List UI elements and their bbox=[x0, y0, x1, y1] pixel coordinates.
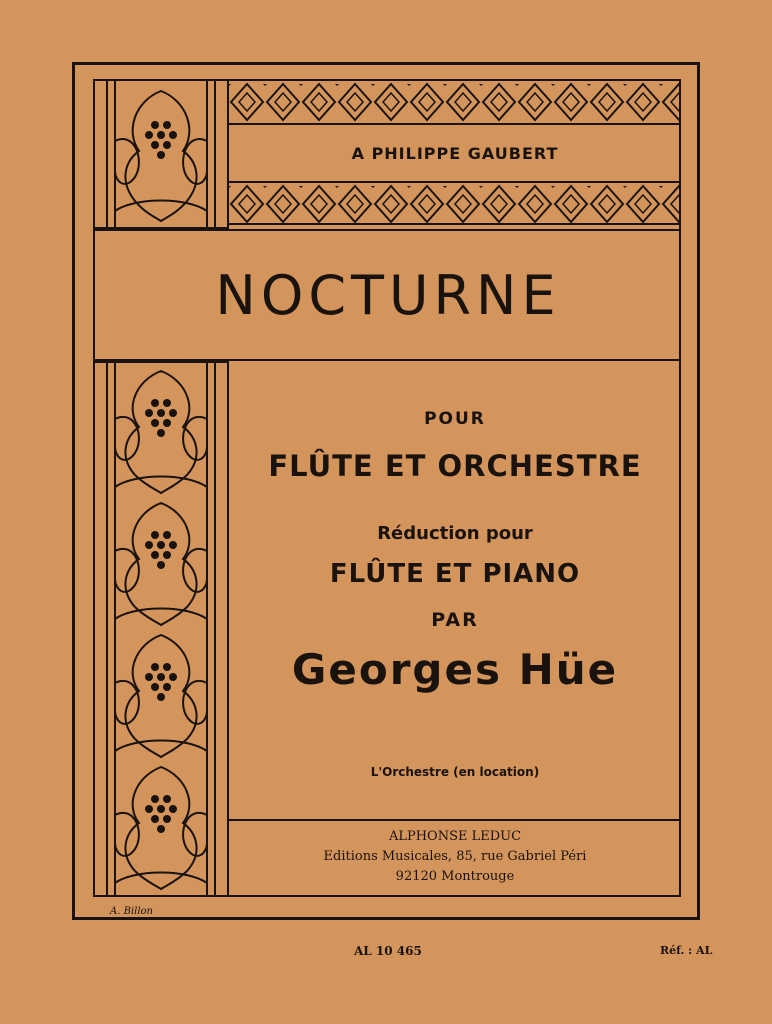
publisher-address: Editions Musicales, 85, rue Gabriel Péri bbox=[323, 849, 587, 864]
diamond-pattern-icon bbox=[229, 183, 681, 225]
cover-frame bbox=[72, 62, 700, 920]
catalog-number: AL 10 465 bbox=[354, 944, 422, 958]
page-title: NOCTURNE bbox=[215, 263, 561, 327]
dedication: A PHILIPPE GAUBERT bbox=[351, 143, 559, 163]
par-label: PAR bbox=[431, 609, 479, 631]
publisher-box bbox=[229, 819, 681, 897]
pour-label: POUR bbox=[424, 409, 486, 429]
instrumentation-orchestra: FLÛTE ET ORCHESTRE bbox=[268, 449, 642, 483]
instrumentation-piano: FLÛTE ET PIANO bbox=[329, 559, 581, 589]
publisher-city: 92120 Montrouge bbox=[395, 869, 515, 884]
reference-code: Réf. : AL bbox=[660, 944, 713, 957]
dedication-box bbox=[229, 125, 681, 181]
diamond-pattern-icon bbox=[229, 81, 681, 125]
orchestra-note: L'Orchestre (en location) bbox=[370, 765, 540, 779]
inner-frame bbox=[93, 79, 681, 897]
floral-ornament-icon bbox=[95, 363, 227, 897]
composer-name: Georges Hüe bbox=[291, 645, 619, 694]
ornament-top-left bbox=[95, 81, 229, 229]
diamond-band-bottom bbox=[229, 181, 681, 225]
title-row bbox=[95, 229, 681, 361]
publisher-name: ALPHONSE LEDUC bbox=[388, 829, 522, 844]
artist-signature: A. Billon bbox=[110, 906, 153, 917]
reduction-label: Réduction pour bbox=[377, 523, 533, 544]
ornament-left-column bbox=[95, 361, 229, 897]
main-text bbox=[229, 363, 681, 823]
diamond-band-top bbox=[229, 81, 681, 125]
floral-ornament-icon bbox=[95, 81, 227, 227]
